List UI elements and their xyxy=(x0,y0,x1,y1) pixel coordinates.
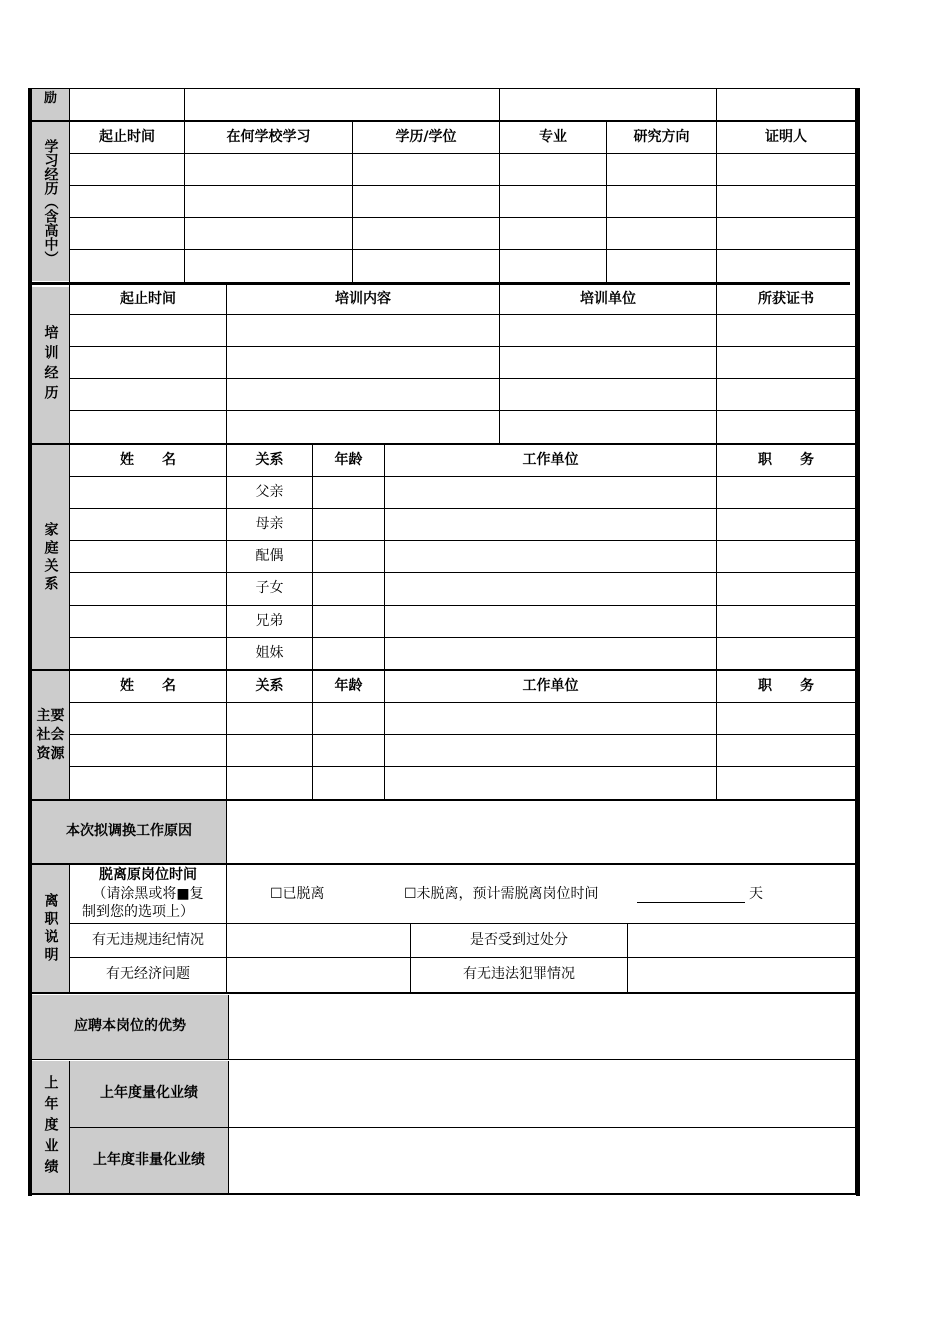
social-section-label-line-3: 资源 xyxy=(36,746,65,763)
rule xyxy=(69,378,856,379)
rule xyxy=(32,88,856,89)
family-relation-father: 父亲 xyxy=(255,483,284,500)
rule xyxy=(69,249,856,250)
social-header-name: 姓 名 xyxy=(120,677,176,694)
rule xyxy=(716,88,717,121)
family-relation-brothers: 兄弟 xyxy=(255,612,284,629)
rule xyxy=(499,88,500,121)
family-header-age: 年龄 xyxy=(334,451,363,468)
non-quantified-performance-label: 上年度非量化业绩 xyxy=(93,1152,205,1169)
expected-days-blank[interactable] xyxy=(637,888,745,903)
rule xyxy=(716,445,717,669)
edu-header-witness: 证明人 xyxy=(765,128,807,145)
rule xyxy=(69,540,856,541)
section-rule xyxy=(32,863,856,865)
section-rule xyxy=(32,282,850,285)
edu-header-period: 起止时间 xyxy=(99,128,155,145)
resignation-section-label: 离职说明 xyxy=(42,893,59,965)
rule xyxy=(226,801,227,863)
days-unit: 天 xyxy=(749,886,763,903)
section-rule xyxy=(32,992,856,994)
rule xyxy=(69,637,856,638)
rule xyxy=(69,766,856,767)
violation-label: 有无违规违纪情况 xyxy=(92,931,204,948)
social-header-relation: 关系 xyxy=(255,677,284,694)
transfer-reason-label: 本次拟调换工作原因 xyxy=(66,823,192,840)
family-header-employer: 工作单位 xyxy=(522,451,579,468)
rule xyxy=(32,1059,856,1060)
family-relation-spouse: 配偶 xyxy=(255,547,284,564)
train-header-content: 培训内容 xyxy=(335,291,391,308)
rule xyxy=(69,314,856,315)
social-header-employer: 工作单位 xyxy=(522,677,579,694)
rule xyxy=(627,923,628,992)
leave-time-note-1: （请涂黑或将■复 xyxy=(92,886,204,903)
rule xyxy=(855,88,856,1194)
social-section-label-line-1: 主要 xyxy=(36,708,65,725)
rule xyxy=(69,476,856,477)
leave-time-note-2: 制到您的选项上） xyxy=(82,904,194,921)
rule xyxy=(228,1061,229,1194)
punished-label: 是否受到过处分 xyxy=(470,931,568,948)
family-relation-sisters: 姐妹 xyxy=(255,644,284,661)
rule xyxy=(69,508,856,509)
family-header-name: 姓 名 xyxy=(120,451,176,468)
leave-time-title: 脱离原岗位时间 xyxy=(99,867,197,884)
rule xyxy=(226,865,227,992)
option-already-left[interactable]: ☐已脱离 xyxy=(270,886,325,903)
train-header-certificate: 所获证书 xyxy=(758,291,814,308)
rule xyxy=(69,217,856,218)
family-header-position: 职 务 xyxy=(758,451,814,468)
crime-label: 有无违法犯罪情况 xyxy=(463,966,575,983)
rule xyxy=(228,995,229,1059)
edu-header-school: 在何学校学习 xyxy=(226,128,311,145)
economic-label: 有无经济问题 xyxy=(106,966,190,983)
social-header-age: 年龄 xyxy=(334,677,363,694)
option-not-left[interactable]: ☐未脱离，预计需脱离岗位时间 xyxy=(404,886,599,903)
edu-header-research: 研究方向 xyxy=(633,128,690,145)
rule xyxy=(69,346,856,347)
social-section-label-line-2: 社会 xyxy=(36,727,65,744)
family-header-relation: 关系 xyxy=(255,451,284,468)
rule xyxy=(312,445,313,669)
rule xyxy=(69,572,856,573)
train-header-period: 起止时间 xyxy=(120,291,176,308)
family-relation-mother: 母亲 xyxy=(255,515,284,532)
social-header-position: 职 务 xyxy=(758,677,814,694)
rule xyxy=(69,702,856,703)
rule xyxy=(69,185,856,186)
family-section-label: 家庭关系 xyxy=(42,521,59,594)
rule xyxy=(184,88,185,121)
rule xyxy=(69,153,856,154)
rule xyxy=(384,445,385,669)
performance-section-label: 上年度业绩 xyxy=(42,1075,59,1180)
quantified-performance-label: 上年度量化业绩 xyxy=(100,1085,198,1102)
awards-section-label: 励 xyxy=(43,90,57,106)
family-relation-children: 子女 xyxy=(255,580,284,597)
edu-header-degree: 学历/学位 xyxy=(395,128,457,145)
rule xyxy=(69,605,856,606)
training-section-label: 培训经历 xyxy=(42,325,59,405)
rule xyxy=(69,410,856,411)
edu-header-major: 专业 xyxy=(539,128,567,145)
advantages-label: 应聘本岗位的优势 xyxy=(74,1018,186,1035)
train-header-institution: 培训单位 xyxy=(580,291,636,308)
education-section-label: 学习经历（含高中） xyxy=(42,138,59,265)
rule xyxy=(69,734,856,735)
